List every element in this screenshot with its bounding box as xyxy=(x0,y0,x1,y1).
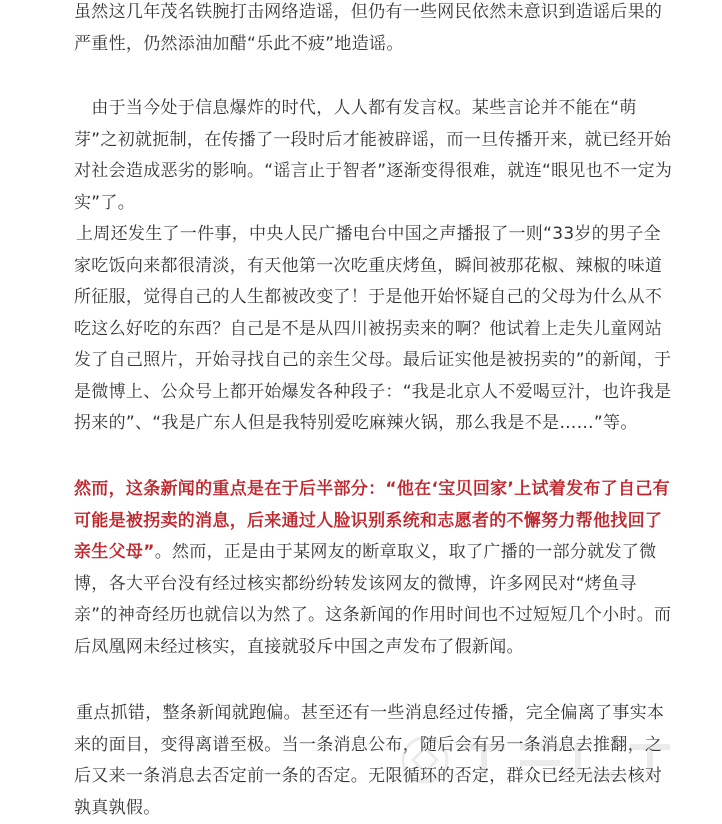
paragraph-4 xyxy=(74,474,674,663)
paragraph-2 xyxy=(74,93,674,219)
paragraph-4-highlight: 然而，这条新闻的重点是在于后半部分：“他在‘宝贝回家’上试着发布了自己有可能是被拐卖的消息，后来通过人脸识别系统和志愿者的不懈努力帮他找回了亲生父母” xyxy=(74,479,670,562)
paragraph-3 xyxy=(74,219,674,440)
paragraph-5-text: 重点抓错，整条新闻就跑偏。甚至还有一些消息经过传播，完全偏离了事实本来的面目，变得离谱至极。当一条消息公布，随后会有另一条消息去推翻，之后又来一条消息去否定前一条的否定。无限循环的否定，群众已经无法去核对孰真孰假。 xyxy=(74,703,665,818)
paragraph-4-text: 。然而，正是由于某网友的断章取义，取了广播的一部分就发了微博，各大平台没有经过核实都纷纷转发该网友的微博，许多网民对“烤鱼寻亲”的神奇经历也就信以为然了。这条新闻的作用时间也不过短短几个小时。而后凤凰网未经过核实，直接就驳斥中国之声发布了假新闻。 xyxy=(74,542,672,657)
paragraph-5 xyxy=(74,698,674,824)
paragraph-1: 虽然这几年茂名铁腕打击网络造谣，但仍有一些网民依然未意识到造谣后果的严重性，仍然添油加醋“乐此不疲”地造谣。 xyxy=(74,2,663,54)
paragraph-3-text: 上周还发生了一件事，中央人民广播电台中国之声播报了一则“33岁的男子全家吃饭向来都很清淡，有天他第一次吃重庆烤鱼，瞬间被那花椒、辣椒的味道所征服，觉得自己的人生都被改变了！于是他开始怀疑自己的父母为什么从不吃这么好吃的东西？自己是不是从四川被拐卖来的啊？他试着上走失儿童网站发了自己照片，开始寻找自己的亲生父母。最后证实他是被拐卖的”的新闻，于是微博上、公众号上都开始爆发各种段子：“我是北京人不爱喝豆汁，也许我是拐来的”、“我是广东人但是我特别爱吃麻辣火锅，那么我是不是……”等。 xyxy=(74,224,672,433)
paragraph-2-text: 由于当今处于信息爆炸的时代，人人都有发言权。某些言论并不能在“萌芽”之初就扼制，在传播了一段时后才能被辟谣，而一旦传播开来，就已经开始对社会造成恶劣的影响。“谣言止于智者”逐渐变得很难，就连“眼见也不一定为实”了。 xyxy=(74,98,673,213)
